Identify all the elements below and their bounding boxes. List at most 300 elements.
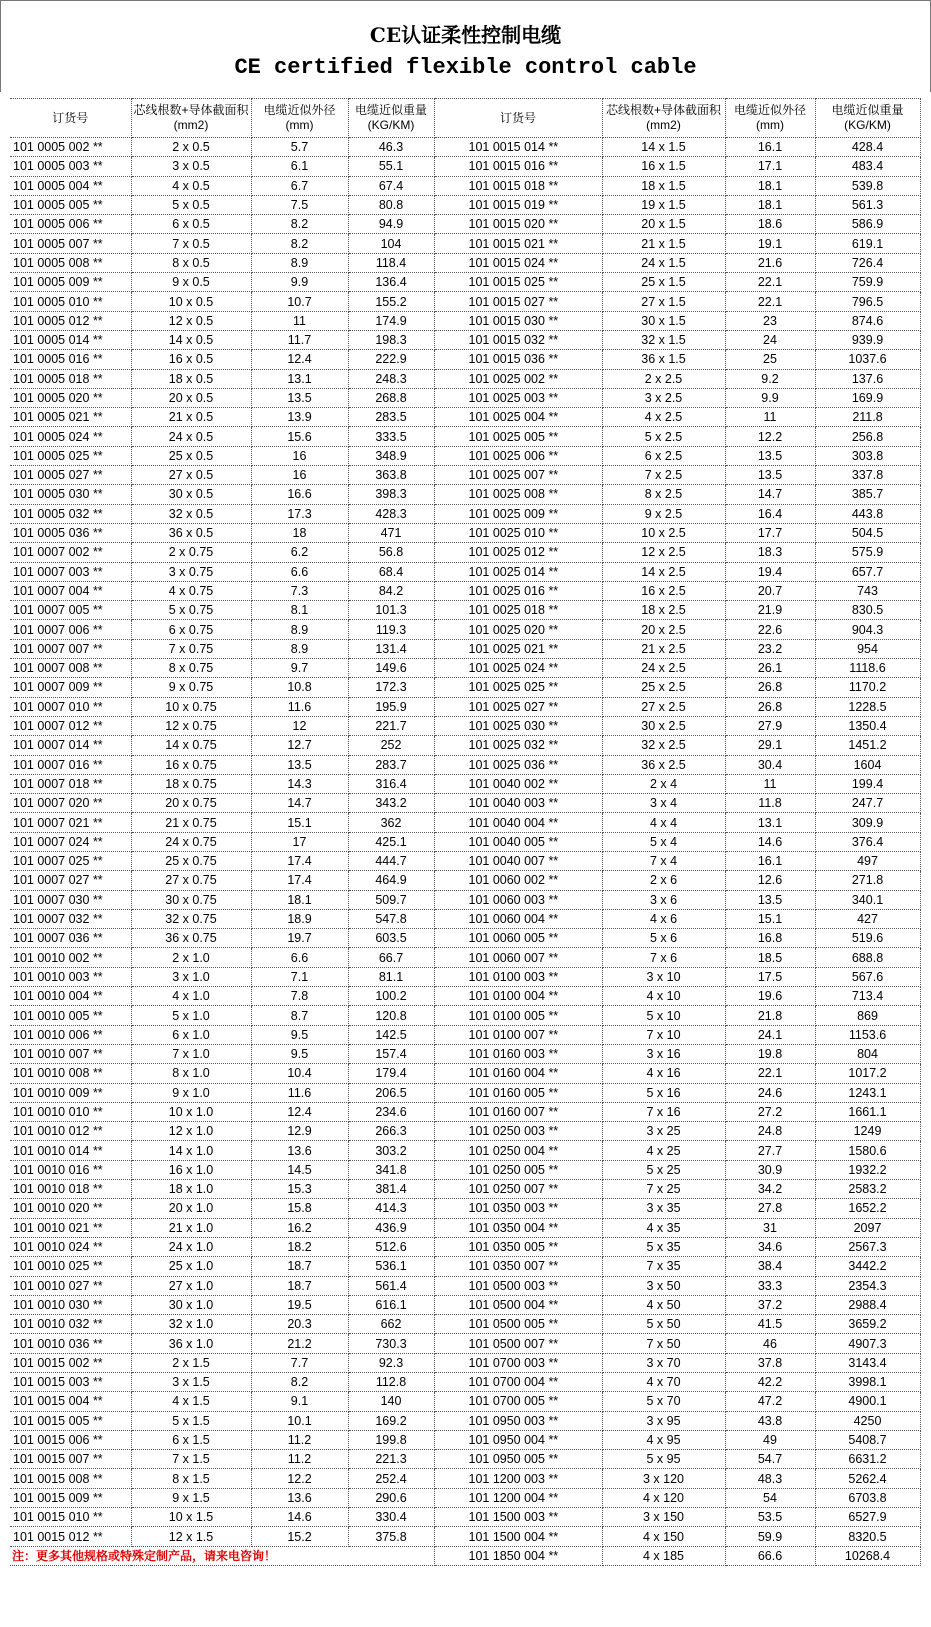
cell-weight-right: 340.1 bbox=[815, 890, 920, 909]
cell-weight-right: 619.1 bbox=[815, 234, 920, 253]
cell-weight: 464.9 bbox=[348, 871, 434, 890]
cell-order-no-right: 101 0350 004 ** bbox=[434, 1218, 602, 1237]
cell-cores-section: 21 x 1.0 bbox=[131, 1218, 251, 1237]
cell-outer-diameter: 8.9 bbox=[251, 253, 348, 272]
cell-outer-diameter-right: 23 bbox=[725, 311, 815, 330]
cell-outer-diameter: 8.9 bbox=[251, 620, 348, 639]
table-row bbox=[10, 234, 920, 253]
cell-order-no-right: 101 0700 004 ** bbox=[434, 1373, 602, 1392]
cell-cores-section-right: 5 x 25 bbox=[602, 1160, 725, 1179]
cell-order-no: 101 0005 020 ** bbox=[10, 388, 131, 407]
cell-weight: 330.4 bbox=[348, 1508, 434, 1527]
table-row bbox=[10, 909, 920, 928]
cell-order-no: 101 0005 016 ** bbox=[10, 350, 131, 369]
cell-order-no-right: 101 0015 016 ** bbox=[434, 157, 602, 176]
cell-weight: 662 bbox=[348, 1315, 434, 1334]
cell-weight: 398.3 bbox=[348, 485, 434, 504]
table-row bbox=[10, 1373, 920, 1392]
cell-weight: 81.1 bbox=[348, 967, 434, 986]
cell-weight-right: 1661.1 bbox=[815, 1102, 920, 1121]
cell-order-no: 101 0010 008 ** bbox=[10, 1064, 131, 1083]
cell-weight-right: 713.4 bbox=[815, 987, 920, 1006]
cell-weight-right: 211.8 bbox=[815, 408, 920, 427]
table-row bbox=[10, 311, 920, 330]
cell-outer-diameter: 12.4 bbox=[251, 1102, 348, 1121]
cell-cores-section: 2 x 0.5 bbox=[131, 138, 251, 157]
cell-outer-diameter-right: 18.5 bbox=[725, 948, 815, 967]
cell-order-no: 101 0005 024 ** bbox=[10, 427, 131, 446]
cell-order-no: 101 0005 010 ** bbox=[10, 292, 131, 311]
cell-order-no: 101 0005 008 ** bbox=[10, 253, 131, 272]
cell-outer-diameter: 12.2 bbox=[251, 1469, 348, 1488]
cell-order-no: 101 0007 002 ** bbox=[10, 543, 131, 562]
cell-order-no: 101 0007 024 ** bbox=[10, 832, 131, 851]
cell-order-no: 101 0007 003 ** bbox=[10, 562, 131, 581]
cell-cores-section: 32 x 0.5 bbox=[131, 504, 251, 523]
cell-outer-diameter-right: 54.7 bbox=[725, 1450, 815, 1469]
cell-cores-section: 4 x 0.5 bbox=[131, 176, 251, 195]
cell-weight: 55.1 bbox=[348, 157, 434, 176]
cell-weight: 120.8 bbox=[348, 1006, 434, 1025]
table-row bbox=[10, 1218, 920, 1237]
cell-cores-section: 6 x 1.0 bbox=[131, 1025, 251, 1044]
cell-cores-section: 16 x 0.75 bbox=[131, 755, 251, 774]
table-row bbox=[10, 273, 920, 292]
cell-weight-right: 874.6 bbox=[815, 311, 920, 330]
cell-order-no: 101 0010 024 ** bbox=[10, 1237, 131, 1256]
cell-weight-right: 804 bbox=[815, 1044, 920, 1063]
cell-weight: 198.3 bbox=[348, 330, 434, 349]
cell-weight-right: 3143.4 bbox=[815, 1353, 920, 1372]
cell-cores-section: 3 x 1.0 bbox=[131, 967, 251, 986]
cell-weight-right: 247.7 bbox=[815, 794, 920, 813]
cell-order-no: 101 0007 018 ** bbox=[10, 774, 131, 793]
cell-order-no-right: 101 0025 021 ** bbox=[434, 639, 602, 658]
cell-cores-section-right: 18 x 1.5 bbox=[602, 176, 725, 195]
cell-order-no: 101 0005 027 ** bbox=[10, 466, 131, 485]
cell-outer-diameter: 13.9 bbox=[251, 408, 348, 427]
cell-order-no-right: 101 0100 005 ** bbox=[434, 1006, 602, 1025]
cell-outer-diameter-right: 13.5 bbox=[725, 466, 815, 485]
cell-outer-diameter-right: 33.3 bbox=[725, 1276, 815, 1295]
cell-outer-diameter-right: 49 bbox=[725, 1430, 815, 1449]
cell-cores-section: 10 x 1.5 bbox=[131, 1508, 251, 1527]
cell-weight: 172.3 bbox=[348, 678, 434, 697]
cell-cores-section-right: 14 x 2.5 bbox=[602, 562, 725, 581]
cell-weight: 155.2 bbox=[348, 292, 434, 311]
cell-weight-right: 561.3 bbox=[815, 195, 920, 214]
table-row bbox=[10, 1315, 920, 1334]
cell-weight: 234.6 bbox=[348, 1102, 434, 1121]
cell-cores-section-right: 7 x 50 bbox=[602, 1334, 725, 1353]
cell-weight: 348.9 bbox=[348, 446, 434, 465]
cell-cores-section-right: 3 x 120 bbox=[602, 1469, 725, 1488]
cell-outer-diameter-right: 20.7 bbox=[725, 581, 815, 600]
cell-outer-diameter: 12.9 bbox=[251, 1122, 348, 1141]
cell-cores-section-right: 8 x 2.5 bbox=[602, 485, 725, 504]
cell-weight-right: 5262.4 bbox=[815, 1469, 920, 1488]
header-order-no-right: 订货号 bbox=[434, 99, 602, 138]
cell-outer-diameter-right: 31 bbox=[725, 1218, 815, 1237]
cell-order-no: 101 0007 025 ** bbox=[10, 851, 131, 870]
cell-order-no-right: 101 0025 016 ** bbox=[434, 581, 602, 600]
cell-cores-section: 3 x 0.5 bbox=[131, 157, 251, 176]
cell-cores-section-right: 20 x 2.5 bbox=[602, 620, 725, 639]
cell-weight: 512.6 bbox=[348, 1237, 434, 1256]
cell-weight: 179.4 bbox=[348, 1064, 434, 1083]
table-row bbox=[10, 659, 920, 678]
cell-cores-section: 16 x 1.0 bbox=[131, 1160, 251, 1179]
cell-cores-section: 7 x 1.5 bbox=[131, 1450, 251, 1469]
cell-weight-right: 2567.3 bbox=[815, 1237, 920, 1256]
cell-weight: 174.9 bbox=[348, 311, 434, 330]
cell-order-no: 101 0015 007 ** bbox=[10, 1450, 131, 1469]
cell-outer-diameter: 7.5 bbox=[251, 195, 348, 214]
cell-order-no-right: 101 0700 003 ** bbox=[434, 1353, 602, 1372]
cell-outer-diameter-right: 47.2 bbox=[725, 1392, 815, 1411]
cell-cores-section: 27 x 0.5 bbox=[131, 466, 251, 485]
cell-outer-diameter-right: 17.7 bbox=[725, 523, 815, 542]
cell-order-no: 101 0015 003 ** bbox=[10, 1373, 131, 1392]
cell-outer-diameter: 18 bbox=[251, 523, 348, 542]
cell-order-no: 101 0007 027 ** bbox=[10, 871, 131, 890]
cell-outer-diameter: 13.1 bbox=[251, 369, 348, 388]
cell-outer-diameter-right: 22.1 bbox=[725, 1064, 815, 1083]
cell-outer-diameter-right: 25 bbox=[725, 350, 815, 369]
cell-order-no: 101 0005 032 ** bbox=[10, 504, 131, 523]
table-row bbox=[10, 466, 920, 485]
cell-order-no-right: 101 0025 032 ** bbox=[434, 736, 602, 755]
cell-order-no: 101 0010 010 ** bbox=[10, 1102, 131, 1121]
cell-order-no-right: 101 1200 004 ** bbox=[434, 1488, 602, 1507]
cell-outer-diameter-right: 13.1 bbox=[725, 813, 815, 832]
table-row bbox=[10, 755, 920, 774]
cell-weight: 140 bbox=[348, 1392, 434, 1411]
cell-cores-section-right: 3 x 6 bbox=[602, 890, 725, 909]
cell-weight-right: 1243.1 bbox=[815, 1083, 920, 1102]
cell-cores-section-right: 5 x 95 bbox=[602, 1450, 725, 1469]
cell-outer-diameter-right: 27.2 bbox=[725, 1102, 815, 1121]
cell-weight-right: 1932.2 bbox=[815, 1160, 920, 1179]
table-row bbox=[10, 427, 920, 446]
cell-cores-section: 14 x 0.75 bbox=[131, 736, 251, 755]
cell-outer-diameter-right: 48.3 bbox=[725, 1469, 815, 1488]
cell-cores-section-right: 4 x 50 bbox=[602, 1295, 725, 1314]
table-row bbox=[10, 1430, 920, 1449]
cell-order-no: 101 0005 025 ** bbox=[10, 446, 131, 465]
cell-order-no-right: 101 0025 007 ** bbox=[434, 466, 602, 485]
cell-weight-right: 1350.4 bbox=[815, 716, 920, 735]
cell-outer-diameter-right: 42.2 bbox=[725, 1373, 815, 1392]
cell-order-no-right: 101 0015 014 ** bbox=[434, 138, 602, 157]
cell-order-no-right: 101 0025 020 ** bbox=[434, 620, 602, 639]
cell-order-no-right: 101 0160 007 ** bbox=[434, 1102, 602, 1121]
table-row bbox=[10, 929, 920, 948]
cell-cores-section-right: 24 x 2.5 bbox=[602, 659, 725, 678]
cell-order-no: 101 0010 036 ** bbox=[10, 1334, 131, 1353]
table-row bbox=[10, 1488, 920, 1507]
cell-weight: 375.8 bbox=[348, 1527, 434, 1546]
cell-weight-right: 5408.7 bbox=[815, 1430, 920, 1449]
cell-cores-section-right: 4 x 4 bbox=[602, 813, 725, 832]
cell-weight-right: 830.5 bbox=[815, 601, 920, 620]
cell-weight: 142.5 bbox=[348, 1025, 434, 1044]
cell-weight: 362 bbox=[348, 813, 434, 832]
cell-cores-section-right: 3 x 35 bbox=[602, 1199, 725, 1218]
cell-weight-right: 337.8 bbox=[815, 466, 920, 485]
cell-order-no-right: 101 0025 012 ** bbox=[434, 543, 602, 562]
cell-cores-section: 27 x 1.0 bbox=[131, 1276, 251, 1295]
cell-weight: 303.2 bbox=[348, 1141, 434, 1160]
cell-cores-section: 6 x 0.75 bbox=[131, 620, 251, 639]
cell-outer-diameter: 14.6 bbox=[251, 1508, 348, 1527]
cell-weight-right: 271.8 bbox=[815, 871, 920, 890]
cell-cores-section-right: 5 x 35 bbox=[602, 1237, 725, 1256]
cell-order-no-right: 101 0025 002 ** bbox=[434, 369, 602, 388]
cell-cores-section-right: 4 x 10 bbox=[602, 987, 725, 1006]
table-row bbox=[10, 716, 920, 735]
cable-spec-table bbox=[10, 98, 921, 1566]
cell-cores-section: 6 x 1.5 bbox=[131, 1430, 251, 1449]
cell-order-no: 101 0005 007 ** bbox=[10, 234, 131, 253]
cell-order-no-right: 101 0950 003 ** bbox=[434, 1411, 602, 1430]
cell-weight-right: 1580.6 bbox=[815, 1141, 920, 1160]
cell-order-no-right: 101 0025 004 ** bbox=[434, 408, 602, 427]
cell-weight: 252.4 bbox=[348, 1469, 434, 1488]
cell-weight-right: 309.9 bbox=[815, 813, 920, 832]
cell-outer-diameter: 14.7 bbox=[251, 794, 348, 813]
cell-order-no: 101 0010 014 ** bbox=[10, 1141, 131, 1160]
cell-cores-section-right: 3 x 25 bbox=[602, 1122, 725, 1141]
cell-order-no: 101 0005 002 ** bbox=[10, 138, 131, 157]
cell-outer-diameter: 11.6 bbox=[251, 1083, 348, 1102]
cell-order-no: 101 0015 009 ** bbox=[10, 1488, 131, 1507]
cell-outer-diameter-right: 21.9 bbox=[725, 601, 815, 620]
cell-cores-section-right: 4 x 35 bbox=[602, 1218, 725, 1237]
cell-order-no-right: 101 1500 004 ** bbox=[434, 1527, 602, 1546]
table-row bbox=[10, 369, 920, 388]
cell-weight-right: 954 bbox=[815, 639, 920, 658]
table-row bbox=[10, 543, 920, 562]
cell-weight-right: 4907.3 bbox=[815, 1334, 920, 1353]
cell-order-no-right: 101 0025 008 ** bbox=[434, 485, 602, 504]
cell-cores-section-right: 2 x 6 bbox=[602, 871, 725, 890]
cell-outer-diameter-right: 16.4 bbox=[725, 504, 815, 523]
cell-weight-right: 3659.2 bbox=[815, 1315, 920, 1334]
cell-weight: 436.9 bbox=[348, 1218, 434, 1237]
cell-outer-diameter-right: 34.2 bbox=[725, 1180, 815, 1199]
cell-cores-section: 5 x 0.75 bbox=[131, 601, 251, 620]
table-row bbox=[10, 292, 920, 311]
cell-cores-section: 24 x 0.75 bbox=[131, 832, 251, 851]
cell-weight: 119.3 bbox=[348, 620, 434, 639]
cell-cores-section-right: 21 x 1.5 bbox=[602, 234, 725, 253]
cell-outer-diameter-right: 37.8 bbox=[725, 1353, 815, 1372]
table-row bbox=[10, 388, 920, 407]
cell-outer-diameter-right: 66.6 bbox=[725, 1546, 815, 1565]
cell-outer-diameter-right: 24 bbox=[725, 330, 815, 349]
cell-order-no-right: 101 0250 005 ** bbox=[434, 1160, 602, 1179]
cell-order-no: 101 0005 005 ** bbox=[10, 195, 131, 214]
cell-order-no-right: 101 0015 019 ** bbox=[434, 195, 602, 214]
cell-order-no: 101 0007 008 ** bbox=[10, 659, 131, 678]
table-row bbox=[10, 1353, 920, 1372]
cell-cores-section-right: 4 x 6 bbox=[602, 909, 725, 928]
cell-order-no-right: 101 0040 002 ** bbox=[434, 774, 602, 793]
page-title-english: CE certified flexible control cable bbox=[234, 55, 697, 80]
cell-order-no-right: 101 0015 021 ** bbox=[434, 234, 602, 253]
table-body bbox=[10, 138, 920, 1566]
cell-weight: 68.4 bbox=[348, 562, 434, 581]
cell-outer-diameter: 7.7 bbox=[251, 1353, 348, 1372]
cell-weight-right: 939.9 bbox=[815, 330, 920, 349]
cell-cores-section-right: 7 x 35 bbox=[602, 1257, 725, 1276]
cell-order-no: 101 0007 020 ** bbox=[10, 794, 131, 813]
table-row bbox=[10, 408, 920, 427]
cell-weight-right: 256.8 bbox=[815, 427, 920, 446]
cell-outer-diameter: 9.1 bbox=[251, 1392, 348, 1411]
cell-outer-diameter-right: 41.5 bbox=[725, 1315, 815, 1334]
cell-cores-section-right: 4 x 2.5 bbox=[602, 408, 725, 427]
table-row bbox=[10, 1199, 920, 1218]
cell-weight: 283.5 bbox=[348, 408, 434, 427]
cell-order-no-right: 101 0040 003 ** bbox=[434, 794, 602, 813]
cell-outer-diameter: 15.6 bbox=[251, 427, 348, 446]
cell-cores-section: 3 x 1.5 bbox=[131, 1373, 251, 1392]
cell-cores-section-right: 5 x 4 bbox=[602, 832, 725, 851]
cell-weight: 169.2 bbox=[348, 1411, 434, 1430]
cell-order-no: 101 0005 012 ** bbox=[10, 311, 131, 330]
cell-weight: 136.4 bbox=[348, 273, 434, 292]
cell-weight: 80.8 bbox=[348, 195, 434, 214]
cell-weight-right: 376.4 bbox=[815, 832, 920, 851]
cell-order-no-right: 101 0100 004 ** bbox=[434, 987, 602, 1006]
cell-cores-section-right: 4 x 25 bbox=[602, 1141, 725, 1160]
cell-weight-right: 869 bbox=[815, 1006, 920, 1025]
cell-cores-section: 9 x 0.5 bbox=[131, 273, 251, 292]
cell-order-no-right: 101 1850 004 ** bbox=[434, 1546, 602, 1565]
cell-outer-diameter-right: 27.9 bbox=[725, 716, 815, 735]
cell-order-no-right: 101 0250 003 ** bbox=[434, 1122, 602, 1141]
cell-outer-diameter: 20.3 bbox=[251, 1315, 348, 1334]
cell-outer-diameter-right: 22.6 bbox=[725, 620, 815, 639]
cell-cores-section-right: 21 x 2.5 bbox=[602, 639, 725, 658]
cell-weight-right: 1153.6 bbox=[815, 1025, 920, 1044]
cell-order-no: 101 0005 003 ** bbox=[10, 157, 131, 176]
cell-outer-diameter: 10.4 bbox=[251, 1064, 348, 1083]
cell-outer-diameter: 8.9 bbox=[251, 639, 348, 658]
cell-cores-section: 24 x 1.0 bbox=[131, 1237, 251, 1256]
cell-order-no: 101 0005 018 ** bbox=[10, 369, 131, 388]
cell-outer-diameter: 6.6 bbox=[251, 562, 348, 581]
cell-outer-diameter: 8.2 bbox=[251, 215, 348, 234]
cell-order-no: 101 0010 030 ** bbox=[10, 1295, 131, 1314]
cell-cores-section: 18 x 1.0 bbox=[131, 1180, 251, 1199]
cell-cores-section: 8 x 1.5 bbox=[131, 1469, 251, 1488]
cell-weight-right: 4250 bbox=[815, 1411, 920, 1430]
table-row bbox=[10, 697, 920, 716]
cell-weight-right: 3998.1 bbox=[815, 1373, 920, 1392]
cell-weight: 603.5 bbox=[348, 929, 434, 948]
cell-order-no-right: 101 0040 004 ** bbox=[434, 813, 602, 832]
cell-outer-diameter-right: 15.1 bbox=[725, 909, 815, 928]
cell-order-no-right: 101 0160 004 ** bbox=[434, 1064, 602, 1083]
cell-outer-diameter-right: 26.8 bbox=[725, 697, 815, 716]
cell-weight: 157.4 bbox=[348, 1044, 434, 1063]
cell-weight: 616.1 bbox=[348, 1295, 434, 1314]
cell-cores-section: 18 x 0.5 bbox=[131, 369, 251, 388]
cell-weight-right: 483.4 bbox=[815, 157, 920, 176]
cell-weight: 104 bbox=[348, 234, 434, 253]
cell-order-no-right: 101 0040 005 ** bbox=[434, 832, 602, 851]
cell-outer-diameter: 9.7 bbox=[251, 659, 348, 678]
cell-order-no-right: 101 0025 027 ** bbox=[434, 697, 602, 716]
cell-cores-section-right: 9 x 2.5 bbox=[602, 504, 725, 523]
cell-order-no: 101 0005 006 ** bbox=[10, 215, 131, 234]
cell-cores-section-right: 5 x 2.5 bbox=[602, 427, 725, 446]
cell-outer-diameter: 15.8 bbox=[251, 1199, 348, 1218]
cell-cores-section: 25 x 1.0 bbox=[131, 1257, 251, 1276]
cell-weight: 101.3 bbox=[348, 601, 434, 620]
cell-order-no: 101 0010 007 ** bbox=[10, 1044, 131, 1063]
table-row bbox=[10, 1527, 920, 1546]
cell-cores-section-right: 10 x 2.5 bbox=[602, 523, 725, 542]
cell-order-no-right: 101 0025 009 ** bbox=[434, 504, 602, 523]
cell-outer-diameter-right: 24.1 bbox=[725, 1025, 815, 1044]
cell-weight: 118.4 bbox=[348, 253, 434, 272]
cell-outer-diameter-right: 22.1 bbox=[725, 292, 815, 311]
cell-outer-diameter-right: 54 bbox=[725, 1488, 815, 1507]
cell-outer-diameter: 21.2 bbox=[251, 1334, 348, 1353]
cell-cores-section-right: 20 x 1.5 bbox=[602, 215, 725, 234]
page-top-border bbox=[0, 0, 931, 1]
cell-cores-section-right: 2 x 2.5 bbox=[602, 369, 725, 388]
cell-order-no: 101 0010 025 ** bbox=[10, 1257, 131, 1276]
cell-cores-section-right: 7 x 6 bbox=[602, 948, 725, 967]
cell-outer-diameter: 6.7 bbox=[251, 176, 348, 195]
cell-weight: 199.8 bbox=[348, 1430, 434, 1449]
cell-cores-section: 7 x 0.75 bbox=[131, 639, 251, 658]
cell-outer-diameter: 6.6 bbox=[251, 948, 348, 967]
cell-outer-diameter: 8.2 bbox=[251, 234, 348, 253]
cell-outer-diameter-right: 13.5 bbox=[725, 890, 815, 909]
cell-outer-diameter-right: 53.5 bbox=[725, 1508, 815, 1527]
cell-order-no: 101 0010 006 ** bbox=[10, 1025, 131, 1044]
table-row bbox=[10, 736, 920, 755]
cell-cores-section-right: 5 x 70 bbox=[602, 1392, 725, 1411]
cell-order-no-right: 101 0160 005 ** bbox=[434, 1083, 602, 1102]
cell-order-no-right: 101 0950 004 ** bbox=[434, 1430, 602, 1449]
cell-cores-section: 30 x 0.75 bbox=[131, 890, 251, 909]
cell-cores-section-right: 5 x 16 bbox=[602, 1083, 725, 1102]
cell-order-no-right: 101 0015 018 ** bbox=[434, 176, 602, 195]
header-weight-right: 电缆近似重量 (KG/KM) bbox=[815, 99, 920, 138]
cell-cores-section-right: 3 x 4 bbox=[602, 794, 725, 813]
table-row bbox=[10, 1392, 920, 1411]
table-row bbox=[10, 562, 920, 581]
cell-order-no-right: 101 0025 005 ** bbox=[434, 427, 602, 446]
table-row bbox=[10, 1006, 920, 1025]
cell-weight: 206.5 bbox=[348, 1083, 434, 1102]
cell-outer-diameter: 18.9 bbox=[251, 909, 348, 928]
cell-cores-section-right: 19 x 1.5 bbox=[602, 195, 725, 214]
cell-outer-diameter: 11.2 bbox=[251, 1430, 348, 1449]
cell-order-no: 101 0015 012 ** bbox=[10, 1527, 131, 1546]
cell-outer-diameter: 16 bbox=[251, 446, 348, 465]
table-row bbox=[10, 176, 920, 195]
cell-outer-diameter: 13.5 bbox=[251, 388, 348, 407]
header-weight: 电缆近似重量 (KG/KM) bbox=[348, 99, 434, 138]
